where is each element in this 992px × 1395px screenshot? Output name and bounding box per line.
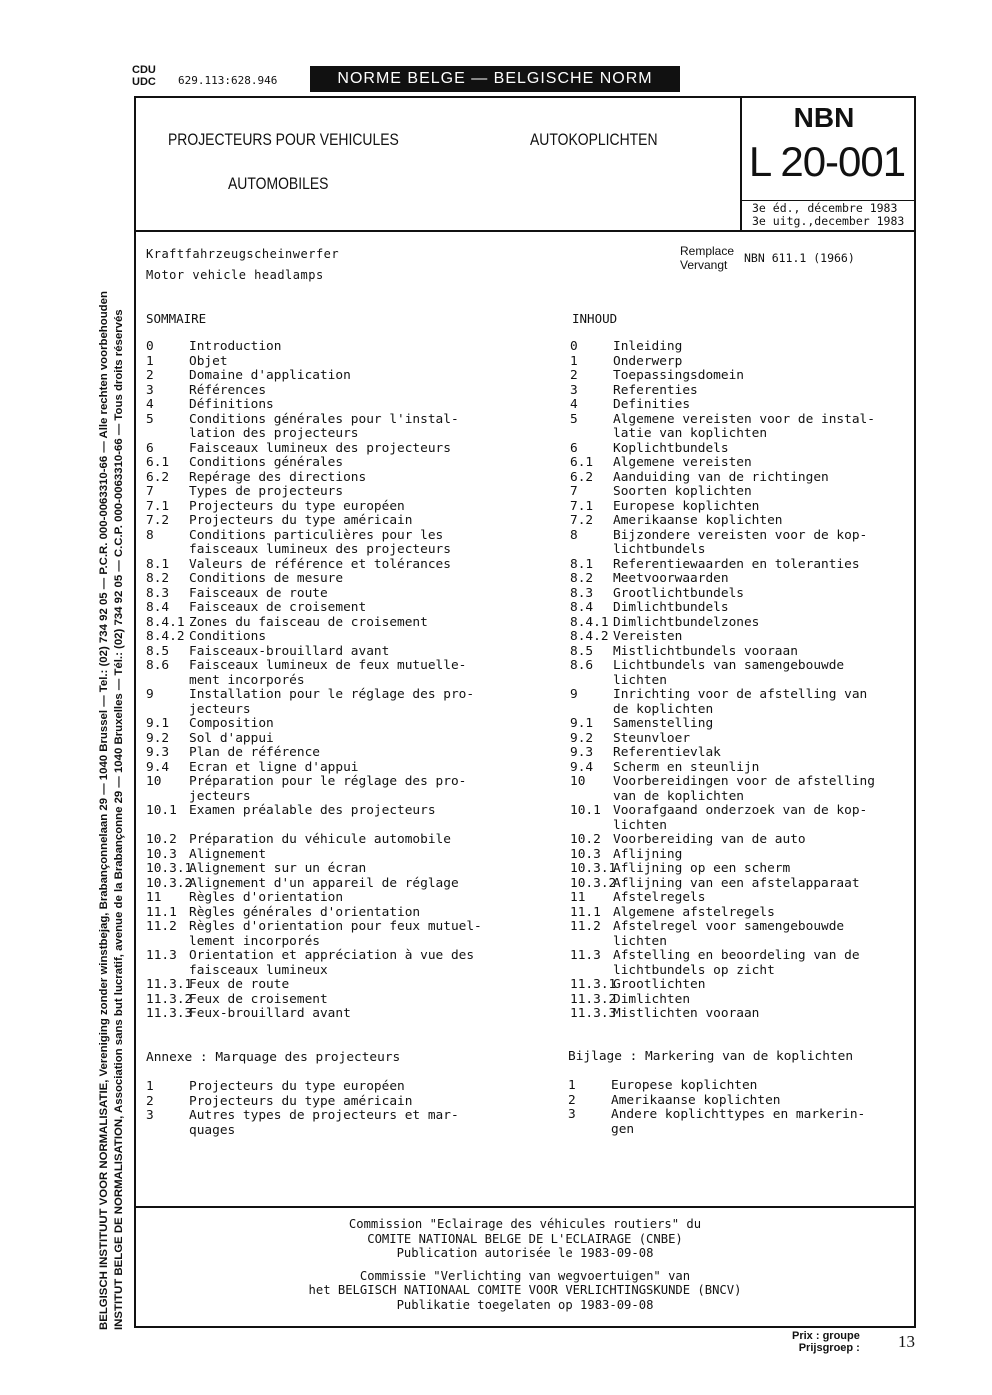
toc-fr-item xyxy=(146,587,546,602)
annex-nl-item xyxy=(568,1079,913,1094)
toc-nl-item xyxy=(570,862,915,877)
toc-nl-item xyxy=(570,717,915,732)
toc-nl-item-number: 9.3 xyxy=(570,745,594,760)
toc-nl-item-text: Mistlichten vooraan xyxy=(613,1006,760,1021)
toc-fr-item xyxy=(146,906,546,921)
toc-nl-item-text: Dimlichten xyxy=(613,991,691,1007)
toc-fr-item-text: Conditions particulières pour les faisceaux lumineux des projecteurs xyxy=(189,527,451,557)
toc-nl-item-number: 6.2 xyxy=(570,469,594,485)
toc-fr-item-number: 11.1 xyxy=(146,904,177,920)
toc-nl-item-number: 9.4 xyxy=(570,759,594,775)
commission-nl-line2: het BELGISCH NATIONAAL COMITE VOOR VERLICHTINGSKUNDE (BNCV) xyxy=(308,1283,742,1297)
toc-nl-item-number: 8.2 xyxy=(570,571,594,586)
replaces-label xyxy=(680,244,734,272)
toc-fr-item xyxy=(146,369,546,384)
toc-fr-item-number: 8.5 xyxy=(146,643,170,659)
toc-nl-item-number: 10.1 xyxy=(570,803,601,818)
toc-fr-item-text: Faisceaux lumineux des projecteurs xyxy=(189,440,451,456)
annex-nl-item xyxy=(568,1094,913,1109)
toc-nl-item xyxy=(570,471,915,486)
toc-nl-item-number: 10.3 xyxy=(570,846,601,862)
toc-fr-item-number: 9.3 xyxy=(146,745,170,760)
toc-nl-item-number: 11.3.2 xyxy=(570,991,617,1007)
toc-fr-item-text: Définitions xyxy=(189,397,274,412)
toc-fr-item xyxy=(146,485,546,500)
toc-nl-item-text: Grootlichtbundels xyxy=(613,585,744,601)
toc-fr-item-text: Faisceaux de route xyxy=(189,585,328,601)
toc-nl-item-number: 4 xyxy=(570,397,578,412)
toc-fr-item-text: Composition xyxy=(189,716,274,731)
toc-nl-item-text: Soorten koplichten xyxy=(613,484,752,499)
annex-fr-item-text: Autres types de projecteurs et mar- quages xyxy=(189,1108,459,1138)
toc-nl-item-number: 9 xyxy=(570,687,578,702)
toc-fr-item-text: Types de projecteurs xyxy=(189,484,344,499)
toc-nl-item-text: Voorafgaand onderzoek van de kop- lichten xyxy=(613,803,868,833)
toc-nl-item xyxy=(570,891,915,906)
toc-fr-item-text: Introduction xyxy=(189,339,282,354)
toc-fr-item xyxy=(146,775,546,804)
toc-nl-item-number: 2 xyxy=(570,368,578,383)
annex-fr-item xyxy=(146,1080,546,1095)
norm-banner: NORME BELGE — BELGISCHE NORM xyxy=(310,66,680,92)
toc-nl-item xyxy=(570,775,915,804)
toc-fr-item-number: 7.2 xyxy=(146,513,170,528)
toc-nl-item-text: Inleiding xyxy=(613,339,683,354)
toc-nl-heading: INHOUD xyxy=(572,311,618,326)
toc-nl-item-number: 7 xyxy=(570,484,578,499)
toc-fr-item-number: 11.3.1 xyxy=(146,977,193,992)
toc-nl-item-text: Algemene vereisten xyxy=(613,455,752,470)
toc-nl-item xyxy=(570,384,915,399)
toc-fr-item-number: 8.4 xyxy=(146,600,170,615)
cdu-label: CDU xyxy=(132,64,156,76)
toc-nl-item xyxy=(570,485,915,500)
toc-fr-item-text: Feux de croisement xyxy=(189,991,328,1007)
edition-fr: 3e éd., décembre 1983 xyxy=(752,201,898,215)
toc-fr-item xyxy=(146,413,546,442)
toc-fr-item xyxy=(146,833,546,848)
toc-fr-item-text xyxy=(189,819,197,834)
toc-fr-item-number: 9.2 xyxy=(146,730,170,746)
toc-nl-item-text: Aflijning op een scherm xyxy=(613,861,791,876)
replaces-label-fr: Remplace xyxy=(680,244,735,258)
toc-nl-item xyxy=(570,746,915,761)
toc-nl-item-text: Steunvloer xyxy=(613,730,691,746)
toc-nl-item xyxy=(570,1007,915,1022)
toc-nl-item-text: Onderwerp xyxy=(613,353,683,369)
toc-fr-item-number: 10.3.1 xyxy=(146,861,193,876)
udc-label: UDC xyxy=(132,76,156,88)
toc-fr-item-text: Zones du faisceau de croisement xyxy=(189,614,428,630)
toc-fr-item xyxy=(146,978,546,993)
toc-fr-item-text: Objet xyxy=(189,353,228,369)
toc-fr-item-number: 7.1 xyxy=(146,498,170,514)
toc-fr-heading: SOMMAIRE xyxy=(146,311,207,326)
toc-fr-item-text: Faisceaux de croisement xyxy=(189,600,367,615)
toc-nl-item xyxy=(570,369,915,384)
toc-nl-item-number: 8.4 xyxy=(570,600,594,615)
toc-nl-item xyxy=(570,920,915,949)
annex-fr-item xyxy=(146,1109,546,1138)
toc-fr-item-number: 11.3.3 xyxy=(146,1006,193,1021)
toc-fr-item xyxy=(146,558,546,573)
toc-nl-item xyxy=(570,514,915,529)
toc-fr-item xyxy=(146,717,546,732)
toc-nl-item-number: 8.5 xyxy=(570,643,594,659)
toc-nl-item xyxy=(570,500,915,515)
annex-nl-list xyxy=(568,1079,913,1137)
toc-fr-item-number: 5 xyxy=(146,411,154,427)
toc-fr-item-number: 8.6 xyxy=(146,658,170,673)
toc-nl-item-number: 5 xyxy=(570,411,578,427)
annex-fr-item-number: 1 xyxy=(146,1079,154,1094)
toc-nl-item-text: Meetvoorwaarden xyxy=(613,571,729,586)
toc-fr-list xyxy=(146,340,546,1022)
side-text-fr: INSTITUT BELGE DE NORMALISATION, Association sans but lucratif, avenue de la Brabançonne 29 — 1040 Bruxelles — Tél.: (02) 734 92 05 — C.C.P. 000-0063310-66 — Tous droits réservés xyxy=(113,309,125,1330)
toc-fr-item xyxy=(146,601,546,616)
toc-nl-item xyxy=(570,572,915,587)
toc-nl-item-text: Amerikaanse koplichten xyxy=(613,513,783,528)
toc-fr-item-text: Feux-brouillard avant xyxy=(189,1006,351,1021)
annex-nl-item-text: Amerikaanse koplichten xyxy=(611,1092,781,1108)
toc-nl-item xyxy=(570,906,915,921)
toc-fr-item xyxy=(146,355,546,370)
annex-nl-item-number: 1 xyxy=(568,1078,576,1093)
toc-nl-item xyxy=(570,645,915,660)
toc-fr-item xyxy=(146,732,546,747)
annex-fr-item-text: Projecteurs du type européen xyxy=(189,1079,405,1094)
toc-nl-item xyxy=(570,355,915,370)
toc-nl-item xyxy=(570,833,915,848)
toc-nl-item-text: Referentiewaarden en toleranties xyxy=(613,556,860,572)
toc-fr-item-text: Alignement d'un appareil de réglage xyxy=(189,875,459,891)
toc-nl-item-text: Europese koplichten xyxy=(613,498,760,514)
commission-nl-line3: Publikatie toegelaten op 1983-09-08 xyxy=(396,1297,654,1312)
toc-nl-item-text: Algemene afstelregels xyxy=(613,904,775,920)
toc-fr-item xyxy=(146,804,546,819)
toc-nl-item-number: 10.3.1 xyxy=(570,861,617,876)
standard-number: L 20-001 xyxy=(748,138,906,185)
toc-fr-item xyxy=(146,645,546,660)
title-de: Kraftfahrzeugscheinwerfer xyxy=(146,247,340,261)
toc-nl-item-text: Bijzondere vereisten voor de kop- lichtbundels xyxy=(613,527,868,557)
toc-fr-item-number: 9.4 xyxy=(146,759,170,775)
annex-fr-item-number: 2 xyxy=(146,1093,154,1109)
toc-nl-item-number: 10.3.2 xyxy=(570,875,617,891)
toc-nl-item-number: 8 xyxy=(570,527,578,543)
toc-nl-item-text: Mistlichtbundels vooraan xyxy=(613,643,798,659)
toc-nl-item-text: Dimlichtbundels xyxy=(613,600,729,615)
nbn-label: NBN xyxy=(793,102,855,133)
toc-nl-item-number: 10.2 xyxy=(570,832,601,847)
toc-nl-item-text: Definities xyxy=(613,397,691,412)
toc-fr-item-text: Examen préalable des projecteurs xyxy=(189,803,436,818)
annex-nl-item xyxy=(568,1108,913,1137)
toc-fr-item xyxy=(146,630,546,645)
toc-fr-item-number: 9 xyxy=(146,687,154,702)
toc-fr-item-number: 8.1 xyxy=(146,556,170,572)
toc-nl-item-text: Toepassingsdomein xyxy=(613,368,744,383)
toc-nl-item xyxy=(570,616,915,631)
toc-fr-item-number: 10.2 xyxy=(146,832,177,847)
toc-nl-item xyxy=(570,688,915,717)
toc-fr-item-number: 10 xyxy=(146,774,162,789)
toc-nl-item xyxy=(570,456,915,471)
price-label xyxy=(792,1330,860,1354)
edition-nl: 3e uitg.,december 1983 xyxy=(752,214,905,228)
toc-fr-item-number: 6 xyxy=(146,440,154,456)
toc-fr-item xyxy=(146,384,546,399)
toc-nl-item xyxy=(570,877,915,892)
toc-fr-item xyxy=(146,920,546,949)
toc-nl-item xyxy=(570,398,915,413)
toc-nl-item-text: Voorbereidingen voor de afstelling van de koplichten xyxy=(613,774,875,804)
toc-nl-item xyxy=(570,978,915,993)
toc-fr-item xyxy=(146,340,546,355)
toc-fr-item-text: Faisceaux-brouillard avant xyxy=(189,643,390,659)
annex-nl-heading: Bijlage : Markering van de koplichten xyxy=(568,1049,854,1064)
toc-nl-item-text: Voorbereiding van de auto xyxy=(613,832,806,847)
toc-fr-item-number: 7 xyxy=(146,484,154,499)
toc-nl-item-number: 1 xyxy=(570,353,578,369)
toc-fr-item-text: Règles d'orientation xyxy=(189,890,344,905)
toc-fr-item-text: Références xyxy=(189,382,267,398)
toc-fr-item-text: Valeurs de référence et tolérances xyxy=(189,556,451,572)
toc-nl-item-number: 11 xyxy=(570,890,586,905)
toc-nl-item xyxy=(570,529,915,558)
toc-nl-item xyxy=(570,340,915,355)
toc-nl-item-text: Grootlichten xyxy=(613,977,706,992)
side-text-nl: BELGISCH INSTITUUT VOOR NORMALISATIE, Vereniging zonder winstbejag, Brabançonnelaan 29 — 1040 Brussel — Tel.: (02) 734 92 05 — P.C.R. 000-0063310-66 — Alle rechten voorbehouden xyxy=(98,291,110,1330)
toc-fr-item-number: 11.2 xyxy=(146,919,177,934)
toc-fr-item xyxy=(146,500,546,515)
toc-fr-item xyxy=(146,761,546,776)
annex-nl-item-number: 3 xyxy=(568,1107,576,1122)
cdu-udc-label xyxy=(132,64,156,88)
toc-nl-item xyxy=(570,601,915,616)
toc-fr-item-text: Règles d'orientation pour feux mutuel- lement incorporés xyxy=(189,919,482,949)
toc-nl-item xyxy=(570,804,915,833)
commission-block xyxy=(134,1217,916,1312)
toc-fr-item-text: Conditions xyxy=(189,629,267,644)
toc-fr-item-text: Installation pour le réglage des pro- jecteurs xyxy=(189,687,475,717)
toc-fr-item-text: Conditions générales pour l'instal- lation des projecteurs xyxy=(189,411,459,441)
toc-nl-item xyxy=(570,949,915,978)
toc-nl-item-text: Referentievlak xyxy=(613,745,721,760)
toc-nl-item-text: Vereisten xyxy=(613,629,683,644)
title-nl: AUTOKOPLICHTEN xyxy=(530,130,658,149)
toc-nl-item-number: 11.3.1 xyxy=(570,977,617,992)
toc-fr-item-text: Alignement xyxy=(189,846,267,862)
toc-fr-item xyxy=(146,862,546,877)
commission-fr-line2: COMITE NATIONAL BELGE DE L'ECLAIRAGE (CNBE) xyxy=(367,1231,683,1246)
annex-nl-item-text: Europese koplichten xyxy=(611,1078,758,1093)
toc-fr-item xyxy=(146,442,546,457)
toc-fr-item-number: 11 xyxy=(146,890,162,905)
toc-nl-item xyxy=(570,442,915,457)
toc-nl-item-number: 11.3 xyxy=(570,948,601,963)
toc-nl-item xyxy=(570,761,915,776)
toc-fr-item xyxy=(146,877,546,892)
annex-fr-item-text: Projecteurs du type américain xyxy=(189,1093,413,1109)
toc-nl-item-text: Scherm en steunlijn xyxy=(613,759,760,775)
toc-nl-item-text: Afstelling en beoordeling van de lichtbundels op zicht xyxy=(613,948,860,978)
toc-fr-item-number: 3 xyxy=(146,382,154,398)
toc-nl-item-text: Algemene vereisten voor de instal- latie van koplichten xyxy=(613,411,875,441)
toc-fr-item xyxy=(146,746,546,761)
toc-fr-item xyxy=(146,514,546,529)
toc-fr-item-number: 9.1 xyxy=(146,716,170,731)
toc-nl-item-text: Aflijning xyxy=(613,846,683,862)
toc-fr-item xyxy=(146,819,546,834)
toc-fr-item xyxy=(146,572,546,587)
toc-nl-item-number: 7.2 xyxy=(570,513,594,528)
toc-fr-item-text: Domaine d'application xyxy=(189,368,351,383)
toc-fr-item xyxy=(146,398,546,413)
toc-nl-item-number: 10 xyxy=(570,774,586,789)
toc-nl-item xyxy=(570,587,915,602)
toc-fr-item-text: Ecran et ligne d'appui xyxy=(189,759,359,775)
price-label-fr: Prix : groupe xyxy=(792,1330,860,1342)
toc-fr-item-text: Règles générales d'orientation xyxy=(189,904,421,920)
title-fr-line2: AUTOMOBILES xyxy=(228,174,329,193)
toc-fr-item xyxy=(146,1007,546,1022)
toc-fr-item-text: Feux de route xyxy=(189,977,290,992)
toc-fr-item-number: 6.1 xyxy=(146,455,170,470)
toc-fr-item-text: Projecteurs du type européen xyxy=(189,498,405,514)
toc-nl-item-text: Aanduiding van de richtingen xyxy=(613,469,829,485)
toc-fr-item-text: Préparation pour le réglage des pro- jecteurs xyxy=(189,774,467,804)
commission-nl-line1: Commissie "Verlichting van wegvoertuigen" van xyxy=(359,1268,691,1283)
toc-fr-item-text: Conditions de mesure xyxy=(189,571,344,586)
toc-fr-item-text: Alignement sur un écran xyxy=(189,861,367,876)
toc-nl-item xyxy=(570,558,915,573)
toc-nl-item xyxy=(570,732,915,747)
toc-fr-item xyxy=(146,993,546,1008)
toc-fr-item-number xyxy=(146,819,189,834)
toc-fr-item-number: 8.2 xyxy=(146,571,170,586)
toc-fr-item-text: Plan de référence xyxy=(189,745,320,760)
toc-fr-item-text: Conditions générales xyxy=(189,455,344,470)
toc-nl-item-text: Afstelregels xyxy=(613,890,706,905)
toc-fr-item xyxy=(146,891,546,906)
commission-fr-line3: Publication autorisée le 1983-09-08 xyxy=(396,1246,654,1260)
toc-fr-item-text: Faisceaux lumineux de feux mutuelle- ment incorporés xyxy=(189,658,467,688)
toc-fr-item-number: 1 xyxy=(146,353,154,369)
toc-nl-item-number: 8.1 xyxy=(570,556,594,572)
toc-fr-item xyxy=(146,949,546,978)
toc-nl-item-text: Afstelregel voor samengebouwde lichten xyxy=(613,919,845,949)
toc-nl-item-text: Koplichtbundels xyxy=(613,440,729,456)
toc-fr-item xyxy=(146,456,546,471)
toc-nl-item-number: 7.1 xyxy=(570,498,594,514)
toc-fr-item-number: 8.3 xyxy=(146,585,170,601)
toc-fr-item-text: Sol d'appui xyxy=(189,730,274,746)
title-fr-line1: PROJECTEURS POUR VEHICULES xyxy=(168,130,399,149)
toc-nl-item-number: 9.1 xyxy=(570,716,594,731)
price-group-value: 13 xyxy=(898,1332,915,1351)
toc-fr-item-number: 11.3.2 xyxy=(146,991,193,1007)
toc-nl-item xyxy=(570,413,915,442)
toc-nl-item-number: 6.1 xyxy=(570,455,594,470)
toc-nl-item xyxy=(570,630,915,645)
toc-fr-item xyxy=(146,616,546,631)
annex-fr-item-number: 3 xyxy=(146,1108,154,1123)
annex-fr-heading: Annexe : Marquage des projecteurs xyxy=(146,1050,401,1065)
toc-nl-item-text: Inrichting voor de afstelling van de koplichten xyxy=(613,687,868,717)
toc-nl-item-number: 8.4.2 xyxy=(570,629,609,644)
toc-nl-item xyxy=(570,993,915,1008)
toc-fr-item-number: 6.2 xyxy=(146,469,170,485)
toc-fr-item-number: 4 xyxy=(146,397,154,412)
toc-nl-item-number: 11.2 xyxy=(570,919,601,934)
udc-number: 629.113:628.946 xyxy=(178,74,278,87)
toc-fr-item-text: Orientation et appréciation à vue des faisceaux lumineux xyxy=(189,948,475,978)
toc-nl-item-number: 3 xyxy=(570,382,578,398)
commission-fr-line1: Commission "Eclairage des véhicules routiers" du xyxy=(348,1217,702,1231)
toc-nl-item-text: Referenties xyxy=(613,382,698,398)
toc-fr-item-number: 10.1 xyxy=(146,803,177,818)
toc-nl-item-number: 8.4.1 xyxy=(570,614,609,630)
toc-fr-item-number: 11.3 xyxy=(146,948,177,963)
toc-nl-item-number: 8.6 xyxy=(570,658,594,673)
toc-fr-item xyxy=(146,471,546,486)
toc-nl-item-number: 11.3.3 xyxy=(570,1006,617,1021)
toc-nl-list xyxy=(570,340,915,1022)
toc-fr-item xyxy=(146,659,546,688)
toc-nl-item-number: 11.1 xyxy=(570,904,601,920)
annex-fr-item xyxy=(146,1095,546,1110)
toc-nl-item-number: 8.3 xyxy=(570,585,594,601)
toc-fr-item-number: 2 xyxy=(146,368,154,383)
toc-fr-item-number: 10.3 xyxy=(146,846,177,862)
toc-fr-item-number: 8.4.1 xyxy=(146,614,185,630)
toc-fr-item xyxy=(146,529,546,558)
annex-fr-list xyxy=(146,1080,546,1138)
price-label-nl: Prijsgroep : xyxy=(798,1342,860,1354)
toc-nl-item-text: Lichtbundels van samengebouwde lichten xyxy=(613,658,845,688)
replaces-value: NBN 611.1 (1966) xyxy=(744,251,855,265)
toc-fr-item xyxy=(146,848,546,863)
replaces-label-nl: Vervangt xyxy=(680,258,728,272)
toc-fr-item xyxy=(146,688,546,717)
toc-nl-item-text: Dimlichtbundelzones xyxy=(613,614,760,630)
toc-nl-item-number: 6 xyxy=(570,440,578,456)
toc-nl-item xyxy=(570,659,915,688)
toc-nl-item-number: 9.2 xyxy=(570,730,594,746)
toc-fr-item-text: Préparation du véhicule automobile xyxy=(189,832,451,847)
footer-divider xyxy=(134,1206,916,1208)
annex-nl-item-number: 2 xyxy=(568,1092,576,1108)
toc-fr-item-number: 10.3.2 xyxy=(146,875,193,891)
toc-fr-item-number: 0 xyxy=(146,339,154,354)
toc-fr-item-text: Projecteurs du type américain xyxy=(189,513,413,528)
toc-fr-item-number: 8.4.2 xyxy=(146,629,185,644)
toc-nl-item-text: Samenstelling xyxy=(613,716,714,731)
toc-fr-item-number: 8 xyxy=(146,527,154,543)
annex-nl-item-text: Andere koplichttypes en markerin- gen xyxy=(611,1107,866,1137)
toc-fr-item-text: Repérage des directions xyxy=(189,469,367,485)
toc-nl-item-number: 0 xyxy=(570,339,578,354)
toc-nl-item-text: Aflijning van een afstelapparaat xyxy=(613,875,860,891)
title-en: Motor vehicle headlamps xyxy=(146,268,324,282)
toc-nl-item xyxy=(570,848,915,863)
